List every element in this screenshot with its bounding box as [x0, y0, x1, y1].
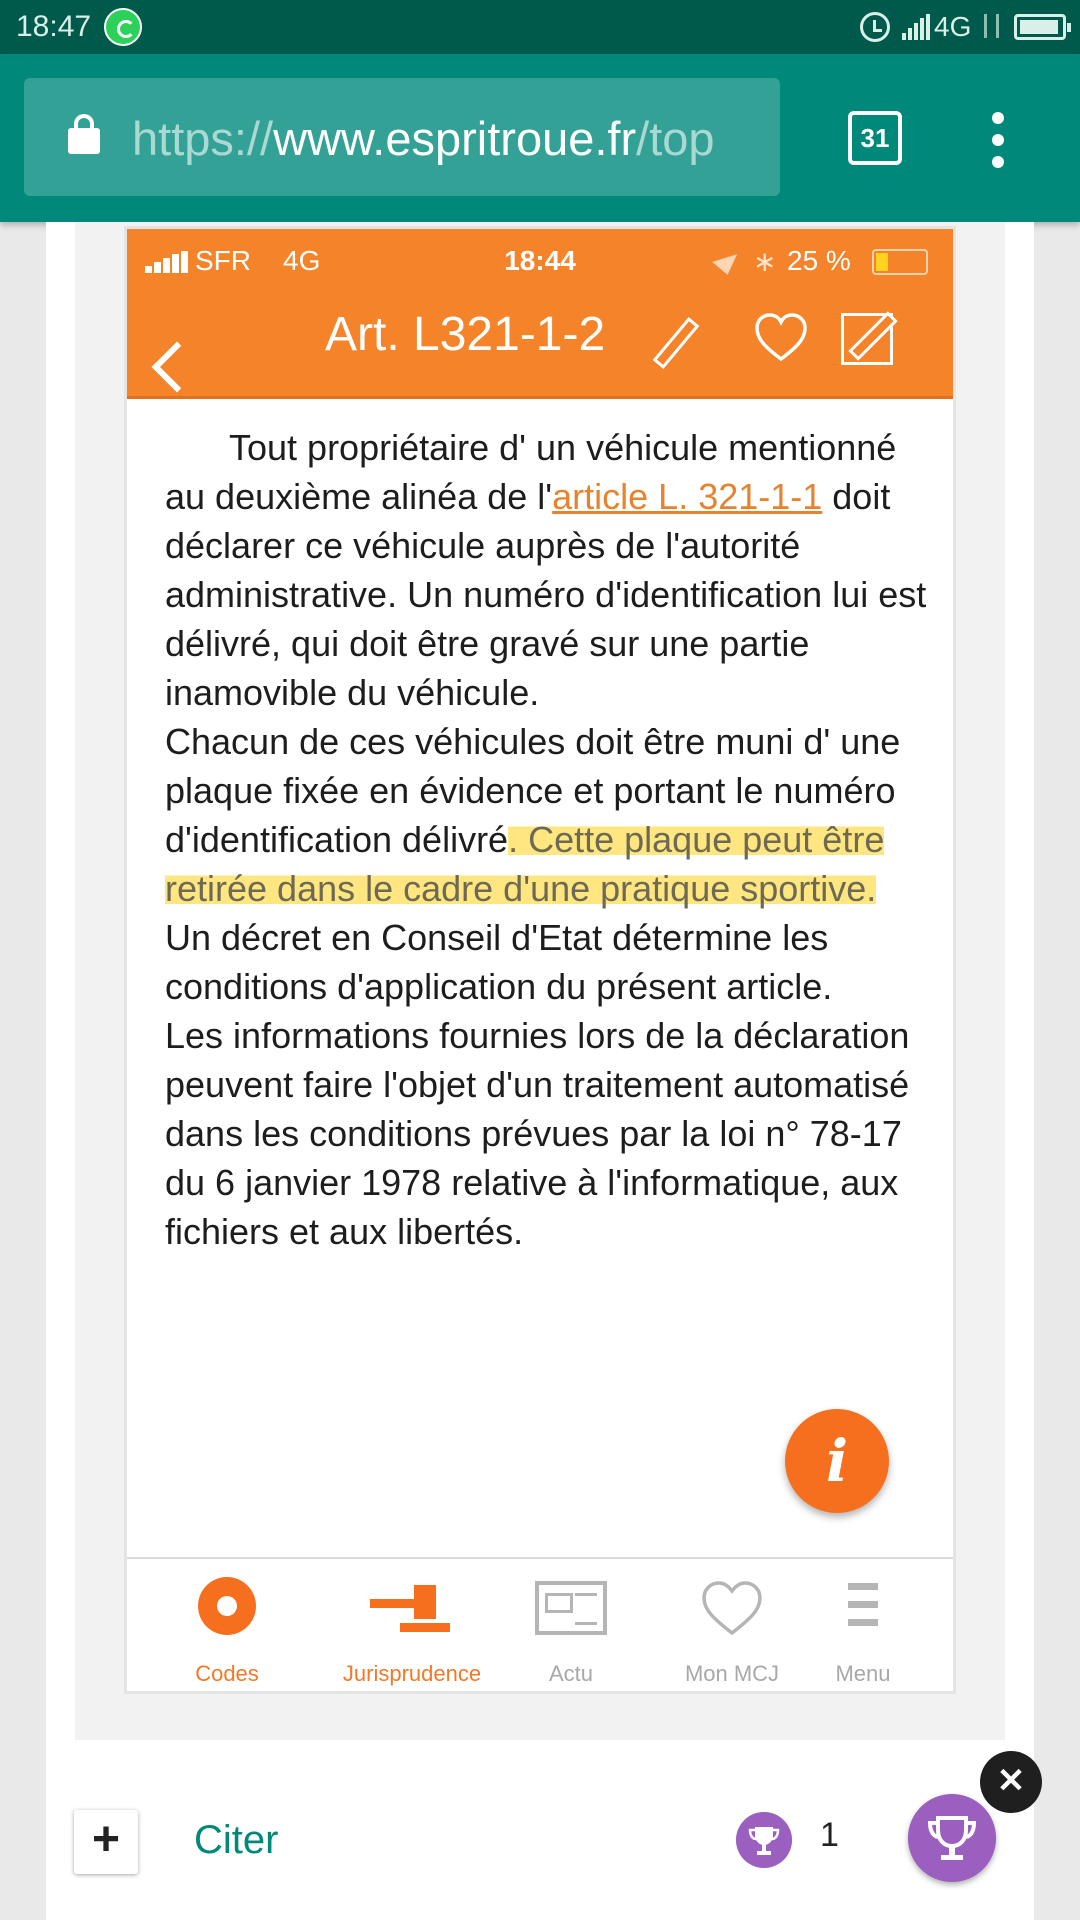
info-button[interactable]: i [785, 1409, 889, 1513]
heart-icon[interactable] [753, 311, 809, 363]
bluetooth-icon: ∗ [753, 246, 777, 277]
tab-actu[interactable] [511, 1559, 631, 1694]
carrier-network: 4G [283, 245, 321, 276]
battery-percent: 25 % [787, 245, 851, 276]
tab-label: Mon MCJ [684, 1661, 780, 1686]
app-header [127, 229, 953, 399]
add-button[interactable]: + [74, 1810, 138, 1874]
browser-toolbar [0, 54, 1080, 222]
trophy-count: 1 [820, 1816, 839, 1854]
trophy-award-icon[interactable] [908, 1794, 996, 1882]
menu-icon [848, 1583, 878, 1627]
article-link[interactable]: article L. 321-1-1 [552, 476, 823, 517]
article-title: Art. L321-1-2 [325, 308, 606, 361]
heart-icon [700, 1579, 764, 1637]
tab-jurisprudence[interactable] [327, 1559, 497, 1694]
carrier-name: SFR [195, 245, 251, 276]
article-paragraph-2: Chacun de ces véhicules doit être muni d' une plaque fixée en évidence et portant le numéro d'identification délivré. Cette plaque peut être retirée dans le cadre d'une pratique sportive. [165, 721, 901, 909]
alarm-icon [860, 12, 890, 42]
battery-icon [1014, 14, 1066, 40]
tab-codes[interactable] [169, 1559, 285, 1694]
tab-mon-mcj[interactable] [667, 1559, 797, 1694]
signal-icon [902, 14, 930, 40]
status-time: 18:47 [16, 10, 92, 43]
address-bar[interactable] [24, 78, 780, 196]
android-status-bar [0, 0, 1080, 54]
tab-menu[interactable] [813, 1559, 913, 1694]
app-status-bar [127, 243, 953, 283]
battery-icon [872, 249, 928, 275]
article-paragraph-4: Les informations fournies lors de la déclaration peuvent faire l'objet d'un traitement automatisé dans les conditions prévues par la loi n° 78-17 du 6 janvier 1978 relative à l'informatique, aux fichiers et aux libertés. [165, 1015, 910, 1252]
tab-label: Jurisprudence [342, 1661, 482, 1686]
lock-icon [68, 128, 100, 154]
article-text [165, 423, 935, 1256]
edit-note-icon[interactable] [841, 313, 893, 365]
network-type: 4G [934, 11, 972, 42]
embedded-screenshot[interactable] [124, 226, 956, 1694]
article-paragraph-1: Tout propriétaire d' un véhicule mentionné au deuxième alinéa de l'article L. 321-1-1 doit déclarer ce véhicule auprès de l'autorité administrative. Un numéro d'identification lui est délivré, qui doit être gravé sur une partie inamovible du véhicule. [165, 427, 927, 713]
app-tab-bar [127, 1557, 953, 1694]
tab-label: Menu [835, 1661, 891, 1686]
gavel-icon [370, 1585, 454, 1635]
url-text[interactable]: https://www.espritroue.fr/top [132, 112, 715, 165]
tab-label: Actu [548, 1661, 594, 1686]
article-paragraph-3: Un décret en Conseil d'Etat détermine les conditions d'application du présent article. [165, 917, 833, 1007]
app-status-time: 18:44 [504, 245, 576, 276]
pencil-icon[interactable] [653, 317, 700, 369]
highlighted-text: . Cette plaque peut être retirée dans le cadre d'une pratique sportive. [165, 819, 885, 909]
tab-switcher-button[interactable]: 31 [848, 111, 902, 165]
overflow-menu-icon[interactable] [986, 112, 1010, 168]
newspaper-icon [535, 1581, 607, 1635]
target-icon [198, 1577, 256, 1635]
whatsapp-icon [104, 8, 142, 46]
trophy-icon[interactable] [736, 1812, 792, 1868]
data-activity-icon [980, 12, 1004, 40]
close-button[interactable]: ✕ [980, 1751, 1042, 1813]
cite-link[interactable]: Citer [194, 1818, 279, 1862]
tab-label: Codes [195, 1661, 259, 1686]
back-icon[interactable] [152, 342, 203, 393]
